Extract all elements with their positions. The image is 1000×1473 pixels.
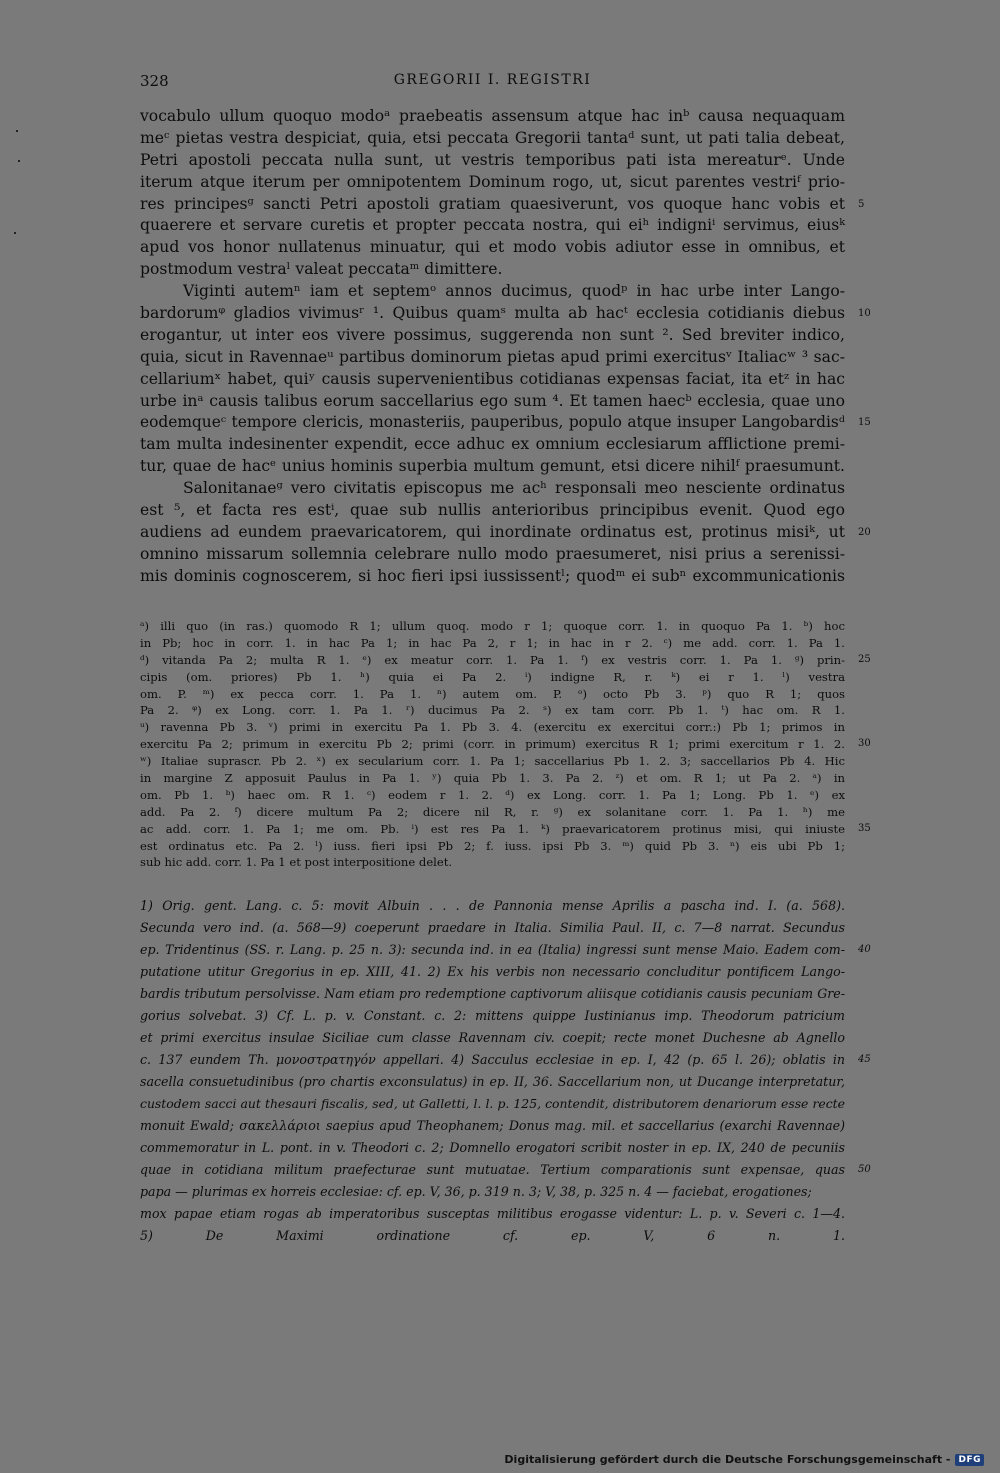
text-line-text: iterum atque iterum per omnipotentem Dominum rogo, ut, sicut parentes vestriᶠ prio- <box>140 172 845 191</box>
apparatus-line-text: ac add. corr. 1. Pa 1; me om. Pb. ⁱ) est res Pa 1. ᵏ) praevaricatorem protinus misi, qui iniuste <box>140 821 845 836</box>
apparatus-line <box>140 804 845 821</box>
text-line <box>140 106 845 128</box>
text-line <box>140 478 845 500</box>
note-line-text: Secunda vero ind. (a. 568—9) coeperunt praedare in Italia. Similia Paul. II, c. 7—8 narrat. Secundus <box>140 920 845 935</box>
apparatus-line <box>140 736 871 753</box>
apparatus-line <box>140 652 871 669</box>
note-line-text: sacella consuetudinibus (pro chartis exconsulatus) in ep. II, 36. Saccellarium non, ut Ducange interpretatur, <box>140 1074 845 1089</box>
apparatus-line <box>140 753 845 770</box>
note-line <box>140 961 845 983</box>
text-line <box>140 325 845 347</box>
text-line-text: eodemqueᶜ tempore clericis, monasteriis, pauperibus, populo atque insuper Langobardisᵈ <box>140 413 845 432</box>
text-line <box>140 303 871 325</box>
apparatus-line <box>140 702 845 719</box>
text-line-text: quia, sicut in Ravennaeᵘ partibus dominorum pietas apud primi exercitusᵛ Italiacʷ ³ sac- <box>140 347 845 366</box>
note-line-text: papa — plurimas ex horreis ecclesiae: cf. ep. V, 36, p. 319 n. 3; V, 38, p. 325 n. 4 — faciebat, erogationes; <box>140 1184 812 1199</box>
note-line <box>140 1027 845 1049</box>
apparatus-line-text: ᵃ) illi quo (in ras.) quomodo R 1; ullum quoq. modo r 1; quoque corr. 1. in quoquo Pa 1. ᵇ) hoc <box>140 619 845 633</box>
text-line <box>140 128 845 150</box>
apparatus-line <box>140 787 845 804</box>
note-line <box>140 939 871 961</box>
text-line-text: mis dominis cognoscerem, si hoc fieri ipsi iussissentˡ; quodᵐ ei subⁿ excommunicationis <box>140 566 845 585</box>
note-line <box>140 1093 845 1115</box>
margin-line-number: 25 <box>858 653 871 665</box>
text-line <box>140 347 845 369</box>
text-line-text: audiens ad eundem praevaricatorem, qui inordinate ordinatus est, protinus misiᵏ, ut <box>140 522 845 541</box>
note-line-text: 1) Orig. gent. Lang. c. 5: movit Albuin . . . de Pannonia mense Aprilis a pascha ind. I. (a. 568). <box>140 898 845 913</box>
note-line-text: mox papae etiam rogas ab imperatoribus susceptas militibus erogasse videntur: L. p. v. Severi c. 1—4. <box>140 1206 845 1221</box>
note-line-text: putatione utitur Gregorius in ep. XIII, 41. 2) Ex his verbis non necessario concluditur pontificem Lango- <box>140 964 845 979</box>
apparatus-line <box>140 854 845 871</box>
text-line-text: cellariumˣ habet, quiʸ causis supervenientibus cotidianas expensas faciat, ita etᶻ in hac <box>140 369 845 388</box>
page-header <box>140 72 845 96</box>
apparatus-line-text: sub hic add. corr. 1. Pa 1 et post interpositione delet. <box>140 855 453 870</box>
note-line-text: commemoratur in L. pont. in v. Theodori c. 2; Domnello erogatori scribit noster in ep. IX, 240 de pecuniis <box>140 1140 845 1155</box>
apparatus-line <box>140 719 845 736</box>
text-line-text: tam multa indesinenter expendit, ecce adhuc ex omnium ecclesiarum afflictione premi- <box>140 435 845 454</box>
text-line <box>140 522 871 544</box>
margin-line-number: 35 <box>858 822 871 834</box>
note-line <box>140 1225 845 1247</box>
apparatus-line <box>140 669 845 686</box>
text-line-text: apud vos honor nullatenus minuatur, qui et modo vobis adiutor esse in omnibus, et <box>140 238 845 257</box>
apparatus-line <box>140 635 845 652</box>
apparatus-line <box>140 838 845 855</box>
digitization-credit <box>504 1453 984 1466</box>
note-line <box>140 1203 845 1225</box>
text-line <box>140 391 845 413</box>
text-line-text: quaerere et servare curetis et propter peccata nostra, qui eiʰ indigniⁱ servimus, eiusᵏ <box>140 216 845 235</box>
apparatus-line <box>140 770 845 787</box>
margin-line-number: 5 <box>858 198 865 210</box>
dfg-logo: DFG <box>955 1454 984 1466</box>
apparatus-line-text: om. P. ᵐ) ex pecca corr. 1. Pa 1. ⁿ) autem om. P. ᵒ) octo Pb 3. ᵖ) quo R 1; quos <box>140 686 845 701</box>
text-line-text: est ⁵, et facta res estⁱ, quae sub nullis anterioribus principibus evenit. Quod ego <box>140 501 845 520</box>
margin-line-number: 20 <box>858 526 871 538</box>
text-line-text: meᶜ pietas vestra despiciat, quia, etsi peccata Gregorii tantaᵈ sunt, ut pati talia debeat, <box>140 128 845 147</box>
note-line-text: 5) De Maximi ordinatione cf. ep. V, 6 n. 1. <box>140 1228 845 1243</box>
note-line-text: monuit Ewald; σακελλάριοι saepius apud Theophanem; Donus mag. mil. et saccellarius (exarchi Ravennae) <box>140 1118 845 1133</box>
note-line <box>140 917 845 939</box>
apparatus-line-text: Pa 2. ᵠ) ex Long. corr. 1. Pa 1. ʳ) ducimus Pa 2. ˢ) ex tam corr. Pb 1. ᵗ) hac om. R 1. <box>140 703 845 718</box>
note-line-text: et primi exercitus insulae Siciliae cum classe Ravennam civ. coepit; recte monet Duchesne ab Agnello <box>140 1030 845 1045</box>
text-line <box>140 566 845 588</box>
note-line <box>140 1137 845 1159</box>
apparatus-line-text: in Pb; hoc in corr. 1. in hac Pa 1; in hac Pa 2, r 1; in hac in r 2. ᶜ) me add. corr. 1. Pa 1. <box>140 635 845 650</box>
text-line <box>140 281 845 303</box>
running-title: GREGORII I. REGISTRI <box>393 72 592 88</box>
apparatus-line-text: ᵘ) ravenna Pb 3. ᵛ) primi in exercitu Pa 1. Pb 3. 4. (exercitu ex exercitui corr.:) Pb 1; primos in <box>140 720 845 735</box>
commentary-notes <box>140 895 871 1247</box>
credit-text: Digitalisierung gefördert durch die Deutsche Forschungsgemeinschaft - <box>504 1453 951 1466</box>
apparatus-line-text: om. Pb 1. ᵇ) haec om. R 1. ᶜ) eodem r 1. 2. ᵈ) ex Long. corr. 1. Pa 1; Long. Pb 1. ᵉ) ex <box>140 787 845 802</box>
text-line-text: Petri apostoli peccata nulla sunt, ut vestris temporibus pati ista mereaturᵉ. Unde <box>140 150 845 169</box>
note-line-text: gorius solvebat. 3) Cf. L. p. v. Constant. c. 2: mittens quippe Iustinianus imp. Theodorum patricium <box>140 1008 845 1023</box>
text-line-text: Salonitanaeᵍ vero civitatis episcopus me acʰ responsali meo nesciente ordinatus <box>183 479 845 498</box>
margin-line-number: 45 <box>858 1054 871 1065</box>
note-line-text: c. 137 eundem Th. μονοστρατηγόν appellari. 4) Sacculus ecclesiae in ep. I, 42 (p. 65 l. 26); oblatis in <box>140 1052 845 1067</box>
text-line-text: omnino missarum sollemnia celebrare nullo modo praesumeret, nisi prius a serenissi- <box>140 544 845 563</box>
note-line <box>140 1005 845 1027</box>
apparatus-line-text: ᵈ) vitanda Pa 2; multa R 1. ᵉ) ex meatur corr. 1. Pa 1. ᶠ) ex vestris corr. 1. Pa 1. ᵍ) prin- <box>140 652 845 667</box>
main-text <box>140 106 871 588</box>
text-line <box>140 194 865 216</box>
scan-speck <box>14 232 16 234</box>
critical-apparatus <box>140 618 871 871</box>
note-line-text: quae in cotidiana militum praefecturae sunt mutuatae. Tertium comparationis sunt expensae, quas <box>140 1162 845 1177</box>
text-line <box>140 544 845 566</box>
text-line <box>140 500 845 522</box>
margin-line-number: 50 <box>858 1164 871 1175</box>
text-line <box>140 412 871 434</box>
note-line <box>140 1181 845 1203</box>
apparatus-line <box>140 821 871 838</box>
text-line <box>140 456 845 478</box>
note-line <box>140 1159 871 1181</box>
scan-speck <box>18 160 20 162</box>
text-line <box>140 434 845 456</box>
text-line <box>140 259 845 281</box>
page-number: 328 <box>140 72 169 90</box>
margin-line-number: 30 <box>858 738 871 750</box>
note-line <box>140 1115 845 1137</box>
apparatus-line-text: ʷ) Italiae suprascr. Pb 2. ˣ) ex secularium corr. 1. Pa 1; saccellarius Pb 1. 2. 3; saccellarios Pb 4. Hic <box>140 754 845 769</box>
note-line <box>140 1049 871 1071</box>
note-line-text: custodem sacci aut thesauri fiscalis, sed, ut Galletti, l. l. p. 125, contendit, distributorem denariorum esse recte <box>140 1096 845 1111</box>
text-line <box>140 237 845 259</box>
note-line <box>140 1071 845 1093</box>
apparatus-line-text: exercitu Pa 2; primum in exercitu Pb 2; primi (corr. in primum) exercitus R 1; primi exercitum r 1. 2. <box>140 737 845 752</box>
text-line-text: bardorumᵠ gladios vivimusʳ ¹. Quibus quamˢ multa ab hacᵗ ecclesia cotidianis diebus <box>140 304 845 323</box>
note-line <box>140 983 845 1005</box>
apparatus-line-text: cipis (om. priores) Pb 1. ʰ) quia ei Pa 2. ⁱ) indigne R, r. ᵏ) ei r 1. ˡ) vestra <box>140 669 845 684</box>
apparatus-line <box>140 618 845 635</box>
text-line-text: Viginti autemⁿ iam et septemᵒ annos ducimus, quodᵖ in hac urbe inter Lango- <box>183 282 845 301</box>
apparatus-line-text: est ordinatus etc. Pa 2. ˡ) iuss. fieri ipsi Pb 2; f. iuss. ipsi Pb 3. ᵐ) quid Pb 3. ⁿ) eis ubi Pb 1; <box>140 838 845 853</box>
text-line <box>140 369 845 391</box>
scan-speck <box>16 130 18 132</box>
text-line-text: erogantur, ut inter eos vivere possimus, suggerenda non sunt ². Sed breviter indico, <box>140 325 845 344</box>
text-line <box>140 172 845 194</box>
note-line <box>140 895 845 917</box>
note-line-text: ep. Tridentinus (SS. r. Lang. p. 25 n. 3): secunda ind. in ea (Italia) ingressi sunt mense Maio. Eadem com- <box>140 942 845 957</box>
text-line <box>140 215 845 237</box>
margin-line-number: 10 <box>858 308 871 320</box>
text-line-text: tur, quae de hacᵉ unius hominis superbia multum gemunt, etsi dicere nihilᶠ praesumunt. <box>140 457 845 476</box>
apparatus-line-text: in margine Z apposuit Paulus in Pa 1. ʸ) quia Pb 1. 3. Pa 2. ᶻ) et om. R 1; ut Pa 2. ᵃ) in <box>140 771 845 786</box>
text-line <box>140 150 845 172</box>
apparatus-line-text: add. Pa 2. ᶠ) dicere multum Pa 2; dicere nil R, r. ᵍ) ex solanitane corr. 1. Pa 1. ʰ) me <box>140 804 845 819</box>
apparatus-line <box>140 686 845 703</box>
text-line-text: vocabulo ullum quoquo modoᵃ praebeatis assensum atque hac inᵇ causa nequaquam <box>140 107 845 125</box>
margin-line-number: 15 <box>858 417 871 429</box>
text-line-text: urbe inᵃ causis talibus eorum saccellarius ego sum ⁴. Et tamen haecᵇ ecclesia, quae uno <box>140 391 845 410</box>
margin-line-number: 40 <box>858 944 871 955</box>
text-line-text: postmodum vestraˡ valeat peccataᵐ dimittere. <box>140 260 503 279</box>
note-line-text: bardis tributum persolvisse. Nam etiam pro redemptione captivorum aliisque cotidianis causis pecuniam Gre- <box>140 986 845 1001</box>
text-line-text: res principesᵍ sancti Petri apostoli gratiam quaesiverunt, vos quoque hanc vobis et <box>140 194 845 213</box>
